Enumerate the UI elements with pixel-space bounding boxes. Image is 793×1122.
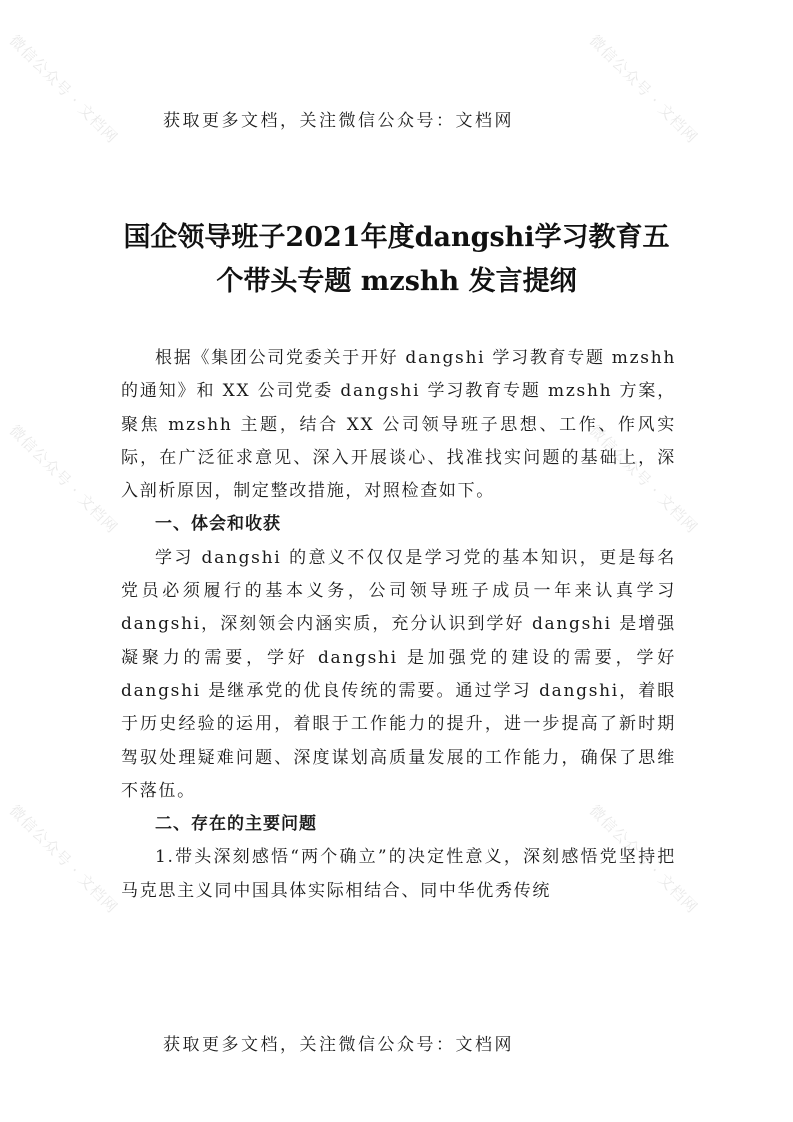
page-footer: 获取更多文档，关注微信公众号：文档网 [163, 1035, 514, 1055]
section-heading-1: 一、体会和收获 [155, 514, 281, 535]
watermark-text: 微信公众号 · 文档网 [585, 31, 702, 147]
watermark-text: 微信公众号 · 文档网 [5, 31, 122, 147]
section-heading-2: 二、存在的主要问题 [155, 814, 317, 835]
title-line-1: 国企领导班子2021年度dangshi学习教育五 [123, 222, 670, 253]
document-title [100, 216, 693, 304]
section-2-item-1: 1.带头深刻感悟“两个确立”的决定性意义，深刻感悟党坚持把马克思主义同中国具体实际相结合、同中华优秀传统 [121, 847, 676, 901]
title-line-2: 个带头专题 mzshh 发言提纲 [216, 266, 577, 297]
section-1-paragraph: 学习 dangshi 的意义不仅仅是学习党的基本知识，更是每名党员必须履行的基本义务，公司领导班子成员一年来认真学习 dangshi，深刻领会内涵实质，充分认识到学好 dangshi 是增强凝聚力的需要，学好 dangshi 是加强党的建设的需要，学好 dangshi 是继承党的优良传统的需要。通过学习 dangshi，着眼于历史经验的运用，着眼于工作能力的提升，进一步提高了新时期驾驭处理疑难问题、深度谋划高质量发展的工作能力，确保了思维不落伍。 [121, 547, 676, 801]
watermark-text: 微信公众号 · 文档网 [585, 801, 702, 917]
watermark-text: 微信公众号 · 文档网 [5, 801, 122, 917]
intro-paragraph: 根据《集团公司党委关于开好 dangshi 学习教育专题 mzshh 的通知》和 XX 公司党委 dangshi 学习教育专题 mzshh 方案，聚焦 mzshh 主题，结合 XX 公司领导班子思想、工作、作风实际，在广泛征求意见、深入开展谈心、找准找实问题的基础上，深入剖析原因，制定整改措施，对照检查如下。 [121, 348, 676, 502]
document-body [121, 342, 676, 908]
watermark-text: 微信公众号 · 文档网 [585, 421, 702, 537]
page-header: 获取更多文档，关注微信公众号：文档网 [163, 111, 514, 131]
watermark-text: 微信公众号 · 文档网 [5, 421, 122, 537]
